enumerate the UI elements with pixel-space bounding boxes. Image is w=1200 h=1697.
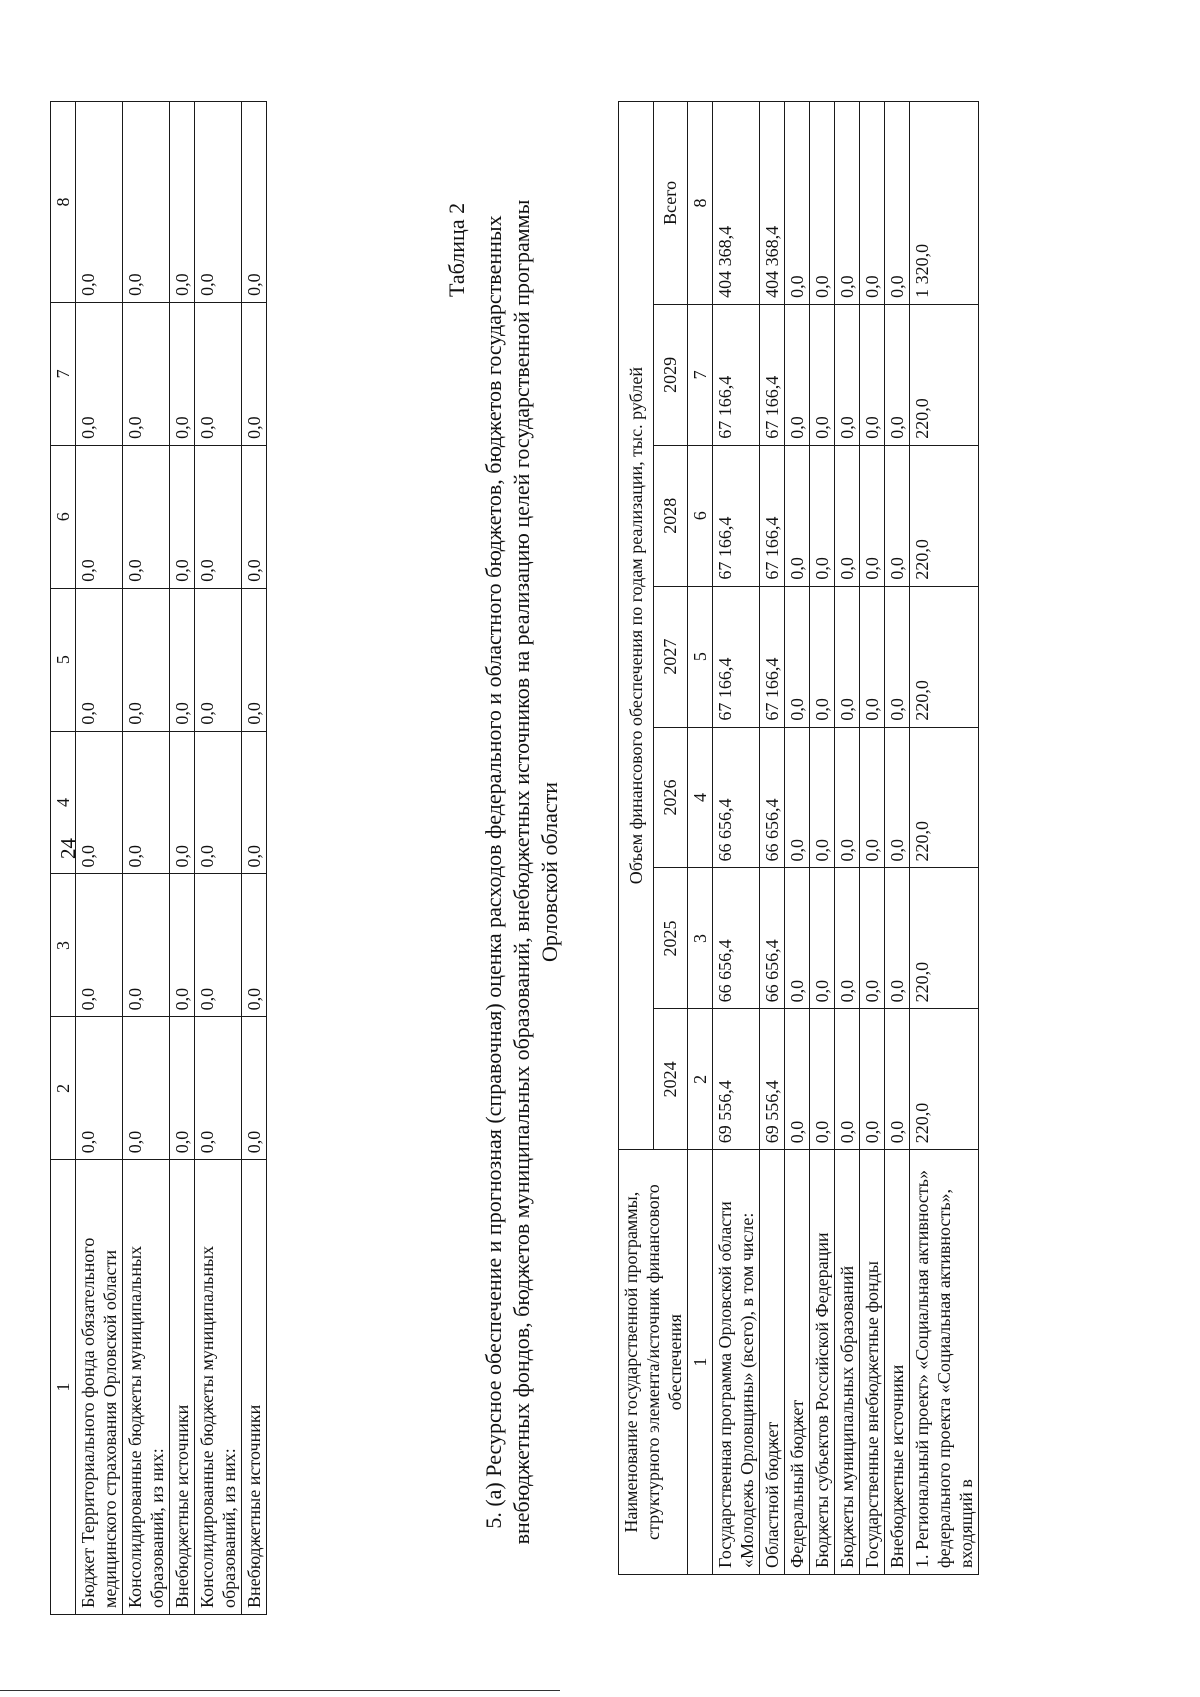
main-table-header-row-1 [619,102,654,1575]
column-number: 7 [51,302,76,445]
value-cell: 0,0 [885,304,910,445]
column-number: 1 [51,1160,76,1615]
value-cell: 404 368,4 [713,102,760,305]
column-number: 4 [51,731,76,874]
value-cell: 0,0 [810,304,835,445]
value-cell: 0,0 [835,1009,860,1150]
row-label: Внебюджетные источники [242,1160,267,1615]
value-cell: 69 556,4 [760,1009,785,1150]
value-cell: 0,0 [860,586,885,727]
value-cell: 0,0 [170,588,195,731]
value-cell: 0,0 [195,1017,242,1160]
value-cell: 0,0 [76,302,123,445]
table-row [195,102,242,1615]
value-cell: 0,0 [242,302,267,445]
value-cell: 0,0 [785,727,810,868]
year-header: 2026 [653,727,688,868]
row-label: Бюджеты муниципальных образований [835,1150,860,1575]
column-number: 6 [688,445,713,586]
row-label: Государственная программа Орловской области «Молодежь Орловщины» (всего), в том числе: [713,1150,760,1575]
value-cell: 67 166,4 [760,445,785,586]
value-cell: 0,0 [76,102,123,303]
value-cell: 0,0 [123,1017,170,1160]
table-row [910,102,979,1575]
value-cell: 0,0 [810,586,835,727]
row-label: Областной бюджет [760,1150,785,1575]
value-cell: 0,0 [860,727,885,868]
value-cell: 0,0 [785,102,810,305]
value-cell: 67 166,4 [760,304,785,445]
value-cell: 0,0 [195,445,242,588]
value-cell: 0,0 [785,445,810,586]
value-cell: 67 166,4 [713,445,760,586]
value-cell: 0,0 [242,588,267,731]
main-table [618,101,979,1575]
value-cell: 0,0 [195,588,242,731]
value-cell: 0,0 [170,874,195,1017]
top-table [50,101,267,1615]
value-cell: 0,0 [195,102,242,303]
value-cell: 0,0 [123,874,170,1017]
row-label: Федеральный бюджет [785,1150,810,1575]
value-cell: 0,0 [76,731,123,874]
value-cell: 0,0 [860,1009,885,1150]
table-row [242,102,267,1615]
value-cell: 0,0 [885,102,910,305]
row-label: Внебюджетные источники [170,1160,195,1615]
section-title: 5. (а) Ресурсное обеспечение и прогнозная (справочная) оценка расходов федерального и областного бюджетов, бюджетов государственных внебюджетных фондов, бюджетов муниципальных образований, внебюджетных источников на реализацию целей государственной программы Орловской области [481,199,562,1545]
value-cell: 220,0 [910,727,979,868]
group-header: Объем финансового обеспечения по годам реализации, тыс. рублей [619,102,654,1150]
value-cell: 0,0 [123,588,170,731]
value-cell: 0,0 [785,868,810,1009]
value-cell: 0,0 [76,1017,123,1160]
value-cell: 404 368,4 [760,102,785,305]
value-cell: 0,0 [195,302,242,445]
value-cell: 69 556,4 [713,1009,760,1150]
column-number: 4 [688,727,713,868]
value-cell: 0,0 [195,731,242,874]
row-label: Бюджет Территориального фонда обязательного медицинского страхования Орловской области [76,1160,123,1615]
table-row [885,102,910,1575]
table-label: Таблица 2 [444,202,469,297]
value-cell: 0,0 [835,868,860,1009]
top-table-header-row [51,102,76,1615]
row-label: Консолидированные бюджеты муниципальных образований, из них: [195,1160,242,1615]
column-numbers-row [688,102,713,1575]
row-label: Бюджеты субъектов Российской Федерации [810,1150,835,1575]
table-row [713,102,760,1575]
value-cell: 0,0 [242,445,267,588]
column-number: 2 [51,1017,76,1160]
value-cell: 66 656,4 [713,727,760,868]
value-cell: 0,0 [835,586,860,727]
table-row [785,102,810,1575]
value-cell: 0,0 [123,731,170,874]
column-number: 3 [688,868,713,1009]
value-cell: 0,0 [785,1009,810,1150]
column-number: 6 [51,445,76,588]
value-cell: 66 656,4 [760,868,785,1009]
column-number: 3 [51,874,76,1017]
value-cell: 0,0 [810,445,835,586]
value-cell: 66 656,4 [760,727,785,868]
value-cell: 0,0 [242,874,267,1017]
value-cell: 0,0 [170,445,195,588]
table-row [76,102,123,1615]
value-cell: 67 166,4 [713,586,760,727]
value-cell: 0,0 [170,102,195,303]
value-cell: 0,0 [885,1009,910,1150]
value-cell: 0,0 [242,102,267,303]
value-cell: 220,0 [910,1009,979,1150]
value-cell: 0,0 [242,1017,267,1160]
value-cell: 0,0 [810,102,835,305]
value-cell: 0,0 [195,874,242,1017]
column-number: 2 [688,1009,713,1150]
value-cell: 0,0 [885,727,910,868]
value-cell: 0,0 [835,727,860,868]
value-cell: 0,0 [170,1017,195,1160]
value-cell: 0,0 [835,304,860,445]
value-cell: 0,0 [123,102,170,303]
value-cell: 0,0 [76,874,123,1017]
column-number: 7 [688,304,713,445]
value-cell: 0,0 [885,868,910,1009]
row-label: 1. Региональный проект» «Социальная активность» федерального проекта «Социальная активность», входящий в [910,1150,979,1575]
value-cell: 0,0 [860,304,885,445]
value-cell: 1 320,0 [910,102,979,305]
page-number: 24 [56,838,80,859]
value-cell: 0,0 [76,588,123,731]
value-cell: 0,0 [123,302,170,445]
value-cell: 0,0 [785,586,810,727]
value-cell: 220,0 [910,868,979,1009]
value-cell: 67 166,4 [713,304,760,445]
value-cell: 0,0 [885,586,910,727]
column-number: 5 [51,588,76,731]
value-cell: 67 166,4 [760,586,785,727]
value-cell: 220,0 [910,586,979,727]
column-number: 5 [688,586,713,727]
value-cell: 0,0 [810,727,835,868]
value-cell: 0,0 [170,731,195,874]
value-cell: 0,0 [835,102,860,305]
value-cell: 0,0 [810,868,835,1009]
value-cell: 220,0 [910,445,979,586]
year-header: 2028 [653,445,688,586]
column-number: 8 [688,102,713,305]
row-label: Государственные внебюджетные фонды [860,1150,885,1575]
table-row [860,102,885,1575]
year-header: 2029 [653,304,688,445]
table-row [835,102,860,1575]
value-cell: 0,0 [835,445,860,586]
value-cell: 0,0 [860,102,885,305]
year-header: Всего [653,102,688,305]
column-number: 1 [688,1150,713,1575]
column-number: 8 [51,102,76,303]
value-cell: 0,0 [123,445,170,588]
table-row [810,102,835,1575]
row-label: Консолидированные бюджеты муниципальных образований, из них: [123,1160,170,1615]
value-cell: 0,0 [785,304,810,445]
table-row [123,102,170,1615]
value-cell: 0,0 [860,445,885,586]
value-cell: 0,0 [76,445,123,588]
value-cell: 0,0 [242,731,267,874]
row-label: Внебюджетные источники [885,1150,910,1575]
year-header: 2025 [653,868,688,1009]
value-cell: 66 656,4 [713,868,760,1009]
value-cell: 220,0 [910,304,979,445]
table-row [760,102,785,1575]
value-cell: 0,0 [810,1009,835,1150]
year-header: 2024 [653,1009,688,1150]
value-cell: 0,0 [860,868,885,1009]
value-cell: 0,0 [885,445,910,586]
year-header: 2027 [653,586,688,727]
value-cell: 0,0 [170,302,195,445]
col1-header: Наименование государственной программы, структурного элемента/источник финансового обеспечения [619,1150,688,1575]
table-row [170,102,195,1615]
